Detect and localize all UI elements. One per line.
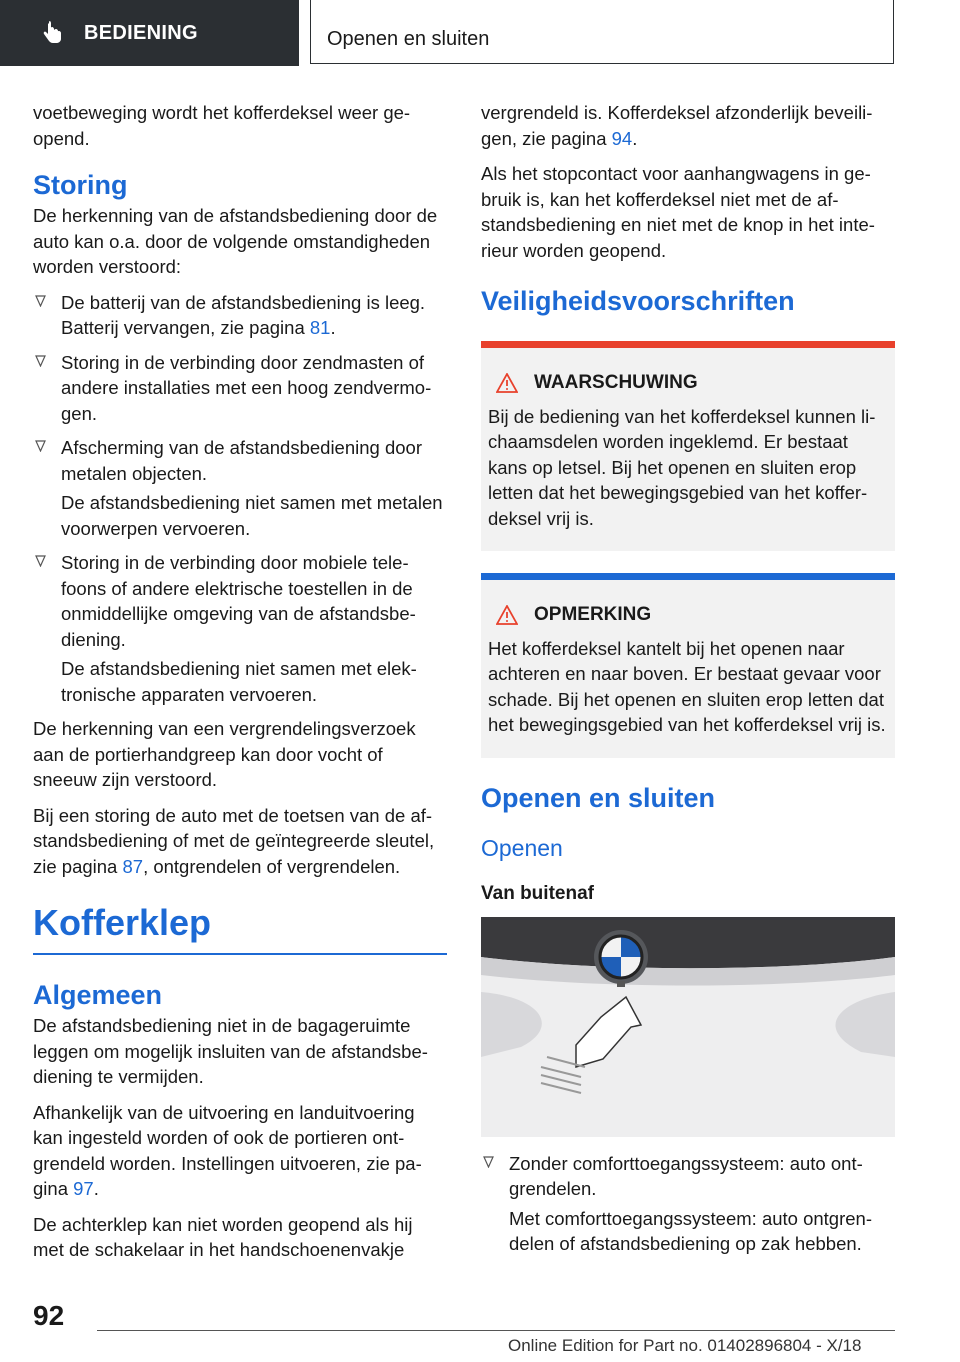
warning-text: Bij de bediening van het kofferdeksel kunnen lichaamsdelen worden ingeklemd. Er bestaat kans op letsel. Bij het openen en sluiten erop letten dat het bewegingsgebied van het kofferdeksel vrij is.: [488, 405, 876, 529]
chapter-tab: [310, 0, 894, 64]
hand-pointer-icon: [40, 21, 64, 45]
heading-openen: Openen: [481, 834, 563, 861]
triangle-bullet-icon: [35, 295, 46, 307]
bullet-list: [481, 1151, 895, 1257]
notice-heading: OPMERKING: [534, 604, 652, 625]
trunk-lid-illustration: [481, 917, 895, 1137]
notice-box: [481, 573, 895, 758]
right-column: [481, 100, 895, 1266]
heading-kofferklep: Kofferklep: [33, 901, 447, 955]
page-link-97[interactable]: 97: [73, 1178, 94, 1199]
notice-text: Het kofferdeksel kantelt bij het openen naar achteren en naar boven. Er bestaat gevaar voor schade. Bij het openen en sluiten erop letten dat het bewegingsgebied van het kofferdeksel vrij is.: [488, 637, 886, 735]
paragraph: De herkenning van een vergrendelingsverzoek aan de portierhandgreep kan door vocht of sneeuw zijn verstoord.: [33, 718, 416, 790]
paragraph: De achterklep kan niet worden geopend als hij met de schakelaar in het handschoenenvakje: [33, 1213, 413, 1260]
section-label: BEDIENING: [84, 21, 198, 44]
car-rear-illustration: [481, 917, 895, 1137]
edition-label: Online Edition for Part no. 01402896804 - X/18: [508, 1336, 862, 1355]
list-item: De batterij van de afstandsbediening is leeg. Batterij vervangen, zie pagina 81.: [33, 290, 447, 341]
list-item: Zonder comforttoegangssysteem: auto ontgrendelen. Met comforttoegangssysteem: auto ontgrendelen of afstandsbediening op zak hebben.: [481, 1151, 895, 1257]
heading-storing: Storing: [33, 170, 128, 200]
list-item: Afscherming van de afstandsbediening door metalen objecten. De afstandsbediening niet samen met metalen voorwerpen vervoeren.: [33, 435, 447, 541]
paragraph: Bij een storing de auto met de toetsen van de afstandsbediening of met de geïntegreerde sleutel, zie pagina 87, ontgrendelen of vergrendelen.: [33, 804, 435, 877]
heading-algemeen: Algemeen: [33, 980, 163, 1010]
list-item: Storing in de verbinding door mobiele telefoons of andere elektrische toestellen in de onmiddellijke omgeving van de afstandsbediening. De afstandsbediening niet samen met elektronische apparaten vervoeren.: [33, 550, 447, 707]
heading-veiligheidsvoorschriften: Veiligheidsvoorschriften: [481, 286, 795, 316]
paragraph: De herkenning van de afstandsbediening door de auto kan o.a. door de volgende omstandigheden worden verstoord:: [33, 205, 438, 277]
heading-van-buitenaf: Van buitenaf: [481, 883, 594, 904]
page-link-87[interactable]: 87: [122, 855, 144, 877]
warning-heading: WAARSCHUWING: [534, 372, 698, 393]
triangle-bullet-icon: [483, 1156, 494, 1168]
paragraph: vergrendeld is. Kofferdeksel afzonderlijk beveiligen, zie pagina 94.: [481, 102, 873, 149]
footer-divider: [97, 1330, 895, 1331]
section-tab: [0, 0, 299, 66]
page-link-81[interactable]: 81: [309, 317, 331, 338]
paragraph: voetbeweging wordt het kofferdeksel weer geopend.: [33, 102, 411, 149]
warning-box: [481, 341, 895, 551]
page-number: 92: [33, 1300, 65, 1331]
page-link-94[interactable]: 94: [611, 127, 633, 149]
list-item: Storing in de verbinding door zendmasten of andere installaties met een hoog zendvermogen.: [33, 350, 447, 427]
triangle-bullet-icon: [35, 355, 46, 367]
heading-openen-en-sluiten: Openen en sluiten: [481, 782, 716, 813]
paragraph: Afhankelijk van de uitvoering en landuitvoering kan ingesteld worden of ook de portieren ontgrendeld worden. Instellingen uitvoeren, zie pagina 97.: [33, 1101, 422, 1199]
warning-triangle-icon: [496, 605, 518, 625]
paragraph: De afstandsbediening niet in de bagageruimte leggen om mogelijk insluiten van de afstandsbediening te vermijden.: [33, 1015, 428, 1087]
triangle-bullet-icon: [35, 555, 46, 567]
paragraph: Als het stopcontact voor aanhangwagens in gebruik is, kan het kofferdeksel niet met de afstandsbediening en niet met de knop in het interieur worden geopend.: [481, 163, 875, 261]
page-header: [0, 0, 960, 66]
chapter-label: Openen en sluiten: [327, 28, 490, 50]
triangle-bullet-icon: [35, 440, 46, 452]
bullet-list: [33, 290, 447, 708]
left-column: [33, 100, 447, 1273]
warning-triangle-icon: [496, 373, 518, 393]
